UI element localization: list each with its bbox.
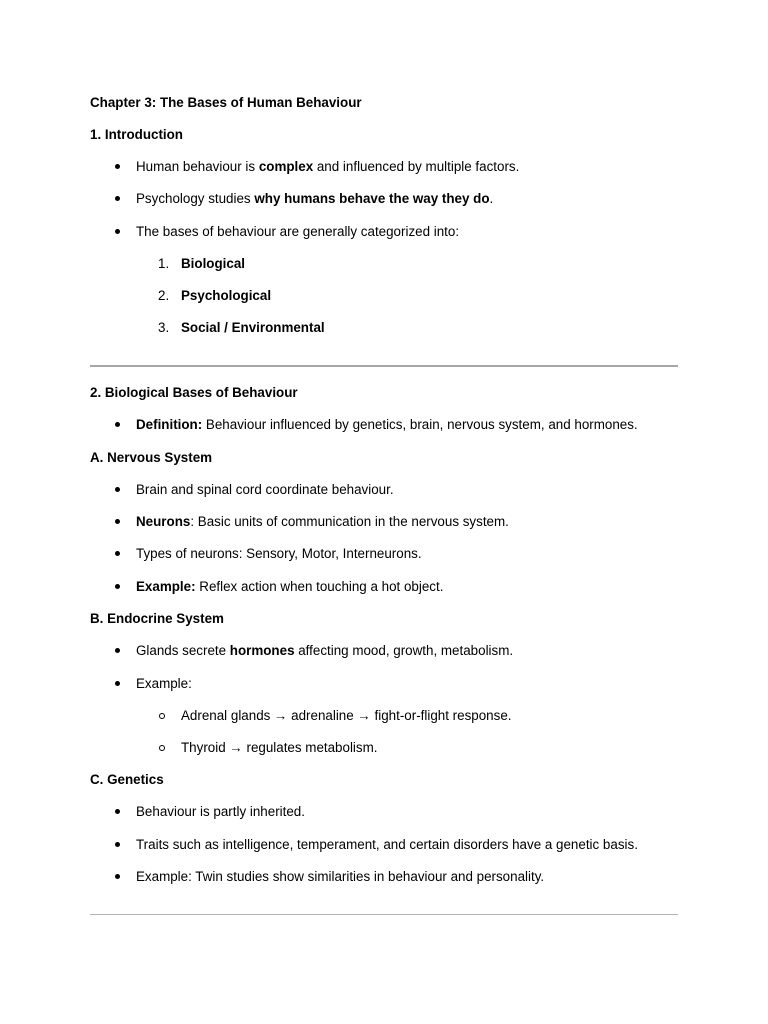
example-label: Example: <box>136 579 196 594</box>
endocrine-bullet-1-text: Glands secrete <box>136 643 230 658</box>
bullet-icon <box>115 551 120 556</box>
bullet-icon <box>115 196 120 201</box>
definition-text: Behaviour influenced by genetics, brain, nervous system, and hormones. <box>202 417 638 432</box>
nervous-bullet-4 <box>136 579 443 595</box>
intro-bullet-1-tail: and influenced by multiple factors. <box>313 159 520 174</box>
category-number: 2. <box>158 288 170 303</box>
intro-bullet-1 <box>136 159 519 175</box>
subsection-heading-nervous-system: A. Nervous System <box>90 450 213 465</box>
bullet-icon <box>115 584 120 589</box>
intro-bullet-2-tail: . <box>489 191 494 206</box>
nervous-bullet-2 <box>136 514 509 530</box>
bullet-icon <box>115 681 120 686</box>
definition-label: Definition: <box>136 417 203 432</box>
genetics-bullet-1: Behaviour is partly inherited. <box>136 804 305 819</box>
intro-bullet-3: The bases of behaviour are generally categorized into: <box>136 224 460 239</box>
bullet-icon <box>115 422 120 427</box>
genetics-bullet-2: Traits such as intelligence, temperament, and certain disorders have a genetic basis. <box>136 837 638 852</box>
bullet-icon <box>115 874 120 879</box>
category-social-environmental: Social / Environmental <box>181 320 325 335</box>
bullet-icon <box>115 648 120 653</box>
definition-bullet <box>136 417 638 433</box>
bullet-icon <box>115 487 120 492</box>
intro-bullet-2 <box>136 191 493 207</box>
genetics-bullet-3: Example: Twin studies show similarities in behaviour and personality. <box>136 869 545 884</box>
hormones-bold: hormones <box>229 643 295 658</box>
section-heading-introduction: 1. Introduction <box>90 127 183 142</box>
category-biological: Biological <box>181 256 245 271</box>
intro-bullet-1-text: Human behaviour is <box>136 159 259 174</box>
bullet-icon <box>115 164 120 169</box>
category-number: 3. <box>158 320 170 335</box>
intro-bullet-2-bold: why humans behave the way they do <box>254 191 490 206</box>
endocrine-bullet-2: Example: <box>136 676 192 691</box>
sub-bullet-icon <box>159 713 165 719</box>
bullet-icon <box>115 519 120 524</box>
neurons-label: Neurons <box>136 514 191 529</box>
example-text: Reflex action when touching a hot object. <box>195 579 444 594</box>
section-divider <box>90 365 678 367</box>
nervous-bullet-3: Types of neurons: Sensory, Motor, Interneurons. <box>136 546 422 561</box>
intro-bullet-1-bold: complex <box>258 159 314 174</box>
sub-bullet-icon <box>159 745 165 751</box>
subsection-heading-endocrine-system: B. Endocrine System <box>90 611 224 626</box>
bullet-icon <box>115 842 120 847</box>
bullet-icon <box>115 809 120 814</box>
endocrine-bullet-1 <box>136 643 513 659</box>
chapter-title: Chapter 3: The Bases of Human Behaviour <box>90 95 362 110</box>
intro-bullet-2-text: Psychology studies <box>136 191 255 206</box>
endocrine-bullet-1-tail: affecting mood, growth, metabolism. <box>294 643 514 658</box>
category-number: 1. <box>158 256 170 271</box>
endocrine-sub-bullet-1: Adrenal glands → adrenaline → fight-or-flight response. <box>181 708 512 723</box>
section-divider <box>90 914 678 915</box>
subsection-heading-genetics: C. Genetics <box>90 772 164 787</box>
category-psychological: Psychological <box>181 288 272 303</box>
section-heading-biological: 2. Biological Bases of Behaviour <box>90 385 298 400</box>
endocrine-sub-bullet-2: Thyroid → regulates metabolism. <box>181 740 378 755</box>
neurons-text: : Basic units of communication in the nervous system. <box>190 514 509 529</box>
nervous-bullet-1: Brain and spinal cord coordinate behaviour. <box>136 482 394 497</box>
bullet-icon <box>115 229 120 234</box>
